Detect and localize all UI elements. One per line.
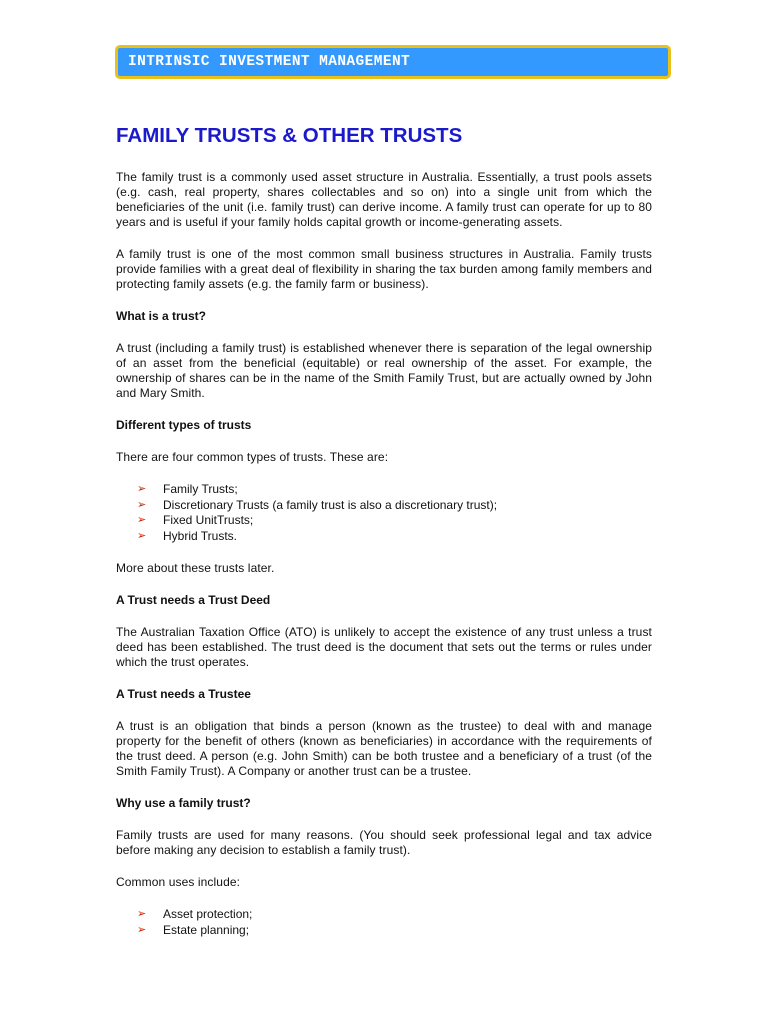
uses-list: [116, 907, 652, 938]
list-item: ➢ Fixed UnitTrusts;: [137, 513, 254, 527]
uses-paragraph: Common uses include:: [116, 875, 241, 889]
section-heading-types: Different types of trusts: [116, 418, 252, 432]
page-title: FAMILY TRUSTS & OTHER TRUSTS: [116, 124, 463, 147]
list-item: ➢ Asset protection;: [137, 907, 253, 921]
deed-paragraph: The Australian Taxation Office (ATO) is unlikely to accept the existence of any trust unless a trust deed has been established. The trust deed is the document that sets out the terms or rules under which the trust operates.: [116, 625, 652, 669]
arrow-bullet-icon: ➢: [137, 529, 147, 542]
arrow-bullet-icon: ➢: [137, 514, 147, 526]
arrow-bullet-icon: ➢: [137, 498, 147, 511]
section-heading-trustee: A Trust needs a Trustee: [116, 687, 251, 701]
arrow-bullet-icon: ➢: [137, 923, 147, 936]
types-list: [116, 482, 652, 544]
more-paragraph: More about these trusts later.: [116, 561, 275, 575]
list-item: ➢ Discretionary Trusts (a family trust is also a discretionary trust);: [137, 497, 498, 512]
structures-paragraph: A family trust is one of the most common small business structures in Australia. Family trusts provide families with a great deal of flexibility in sharing the tax burden among family members and protecting family assets (e.g. the family farm or business).: [116, 247, 652, 291]
section-heading-why: Why use a family trust?: [116, 796, 251, 810]
banner-title: INTRINSIC INVESTMENT MANAGEMENT: [128, 54, 411, 70]
arrow-bullet-icon: ➢: [137, 908, 147, 920]
list-item: ➢ Estate planning;: [137, 922, 250, 937]
document-body: [116, 170, 652, 938]
section-heading-deed: A Trust needs a Trust Deed: [116, 593, 271, 607]
why-paragraph: Family trusts are used for many reasons. (You should seek professional legal and tax advice before making any decision to establish a family trust).: [116, 828, 652, 857]
trustee-paragraph: A trust is an obligation that binds a person (known as the trustee) to deal with and manage property for the benefit of others (known as beneficiaries) in accordance with the requirements of the trust deed. A person (e.g. John Smith) can be both trustee and a beneficiary of a trust (of the Smith Family Trust). A Company or another trust can be a trustee.: [116, 719, 652, 778]
header-banner: [115, 45, 671, 79]
types-paragraph: There are four common types of trusts. These are:: [116, 450, 389, 464]
what-paragraph: A trust (including a family trust) is established whenever there is separation of the legal ownership of an asset from the beneficial (equitable) or real ownership of the asset. For example, the ownership of shares can be in the name of the Smith Family Trust, but are actually owned by John and Mary Smith.: [116, 341, 652, 400]
intro-paragraph: The family trust is a commonly used asset structure in Australia. Essentially, a trust pools assets (e.g. cash, real property, shares collectables and so on) into a single unit from which the beneficiaries of the unit (i.e. family trust) can derive income. A family trust can operate for up to 80 years and is useful if your family holds capital growth or income-generating assets.: [116, 170, 652, 229]
list-item: ➢ Family Trusts;: [137, 482, 238, 496]
section-heading-what: What is a trust?: [116, 309, 207, 323]
arrow-bullet-icon: ➢: [137, 483, 147, 495]
list-item: ➢ Hybrid Trusts.: [137, 528, 238, 543]
